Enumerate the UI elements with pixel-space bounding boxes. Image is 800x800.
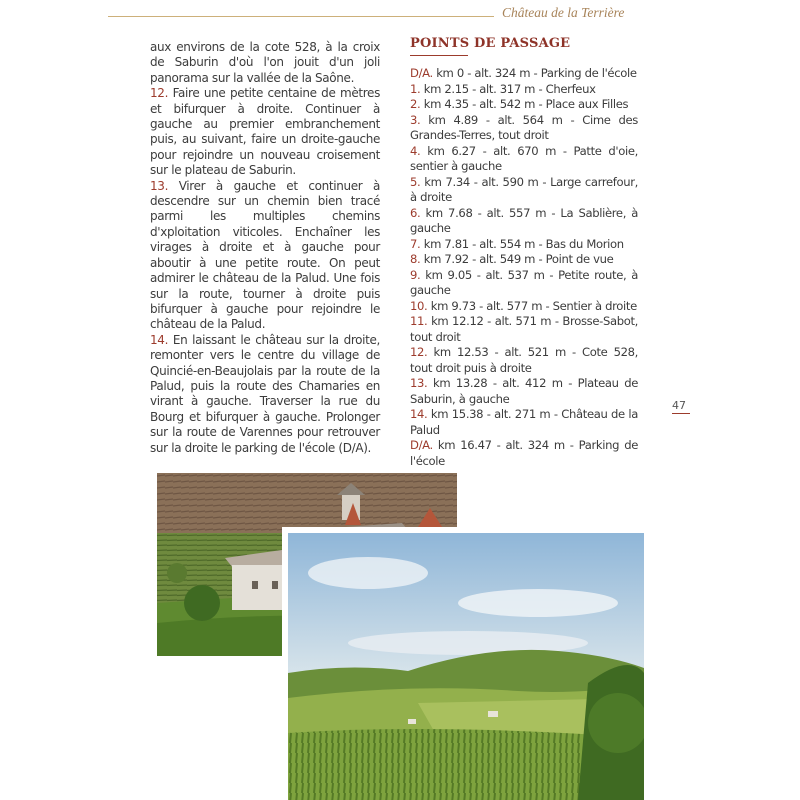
step-number: 14.: [150, 332, 169, 347]
waypoint-number: 9.: [410, 267, 421, 282]
waypoint-item: [410, 438, 638, 469]
waypoint-item: [410, 206, 638, 237]
waypoint-text: km 4.89 - alt. 564 m - Cime des Grandes-Terres, tout droit: [410, 112, 638, 142]
body-paragraph: [150, 40, 380, 86]
waypoint-number: 7.: [410, 236, 421, 251]
waypoint-number: D/A.: [410, 66, 433, 80]
running-header-title: Château de la Terrière: [502, 5, 625, 20]
waypoint-item: [410, 237, 638, 253]
waypoint-text: km 0 - alt. 324 m - Parking de l'école: [432, 66, 637, 80]
step-number: 13.: [150, 178, 169, 193]
waypoint-text: km 6.27 - alt. 670 m - Patte d'oie, sentier à gauche: [410, 143, 638, 173]
waypoint-item: [410, 268, 638, 299]
waypoint-item: [410, 314, 638, 345]
waypoint-item: [410, 345, 638, 376]
waypoint-text: km 7.34 - alt. 590 m - Large carrefour, à droite: [410, 174, 638, 204]
waypoint-item: [410, 407, 638, 438]
waypoint-text: km 15.38 - alt. 271 m - Château de la Palud: [410, 407, 638, 437]
waypoint-text: km 9.05 - alt. 537 m - Petite route, à gauche: [410, 267, 638, 297]
waypoint-list: [410, 66, 638, 469]
waypoints-box: [410, 36, 638, 469]
body-paragraph: [150, 179, 380, 333]
header-rule: [108, 16, 494, 17]
waypoint-item: [410, 252, 638, 268]
waypoint-number: 5.: [410, 174, 421, 189]
step-text: Faire une petite centaine de mètres et bifurquer à droite. Continuer à gauche au premier embranchement puis, au suivant, faire un droite-gauche pour rejoindre un nouveau croisement sur le plateau de Saburin.: [150, 86, 380, 178]
waypoint-number: D/A.: [410, 438, 433, 452]
page-number-rule: [672, 413, 690, 414]
waypoints-title-rule: [410, 55, 468, 56]
waypoint-item: [410, 299, 638, 315]
body-paragraph: [150, 333, 380, 456]
waypoint-text: km 7.68 - alt. 557 m - La Sablière, à gauche: [410, 205, 638, 235]
waypoint-item: [410, 66, 638, 82]
waypoint-number: 10.: [410, 298, 428, 313]
waypoint-text: km 7.92 - alt. 549 m - Point de vue: [420, 252, 614, 266]
step-text: En laissant le château sur la droite, remonter vers le centre du village de Quincié-en-Beaujolais par la route de la Palud, puis la route des Chamaries en virant à gauche. Traverser la rue du Bourg et bifurquer à gauche. Prolonger sur la route de Varennes pour retrouver sur la droite le parking de l'école (D/A).: [150, 332, 380, 455]
waypoint-number: 14.: [410, 407, 428, 421]
waypoint-number: 8.: [410, 252, 421, 266]
waypoint-item: [410, 97, 638, 113]
waypoint-number: 4.: [410, 143, 421, 158]
waypoint-item: [410, 175, 638, 206]
waypoint-text: km 7.81 - alt. 554 m - Bas du Morion: [420, 236, 624, 251]
step-number: 12.: [150, 86, 169, 101]
waypoint-text: km 12.53 - alt. 521 m - Cote 528, tout droit puis à droite: [410, 345, 638, 375]
waypoints-title: POINTS DE PASSAGE: [410, 36, 571, 51]
step-text: aux environs de la cote 528, à la croix de Saburin d'où l'on jouit d'un joli panorama sur la vallée de la Saône.: [150, 40, 380, 85]
body-text-column: [150, 40, 380, 456]
waypoint-text: km 12.12 - alt. 571 m - Brosse-Sabot, tout droit: [410, 314, 638, 344]
waypoint-number: 11.: [410, 314, 428, 328]
waypoint-number: 2.: [410, 97, 421, 111]
waypoint-number: 1.: [410, 81, 421, 96]
waypoint-text: km 16.47 - alt. 324 m - Parking de l'école: [410, 438, 638, 468]
vineyard-landscape-photo: [282, 527, 644, 800]
body-paragraph: [150, 86, 380, 178]
waypoint-number: 12.: [410, 345, 428, 359]
waypoint-text: km 4.35 - alt. 542 m - Place aux Filles: [420, 97, 629, 111]
waypoint-number: 3.: [410, 112, 421, 127]
waypoint-item: [410, 113, 638, 144]
step-text: Virer à gauche et continuer à descendre sur un chemin bien tracé parmi les multiples chemins d'xploitation viticoles. Enchaîner les virages à droite et à gauche pour aboutir à une petite route. On peut admirer le château de la Palud. Une fois sur la route, tourner à droite puis bifurquer à gauche pour rejoindre le château de la Palud.: [150, 178, 380, 332]
waypoint-number: 6.: [410, 205, 421, 220]
waypoint-item: [410, 144, 638, 175]
page-number: 47: [672, 399, 686, 412]
waypoint-text: km 13.28 - alt. 412 m - Plateau de Saburin, à gauche: [410, 376, 638, 406]
waypoint-number: 13.: [410, 376, 428, 390]
waypoint-text: km 9.73 - alt. 577 m - Sentier à droite: [427, 298, 637, 313]
waypoint-item: [410, 82, 638, 98]
waypoint-item: [410, 376, 638, 407]
waypoint-text: km 2.15 - alt. 317 m - Cherfeux: [420, 81, 596, 96]
